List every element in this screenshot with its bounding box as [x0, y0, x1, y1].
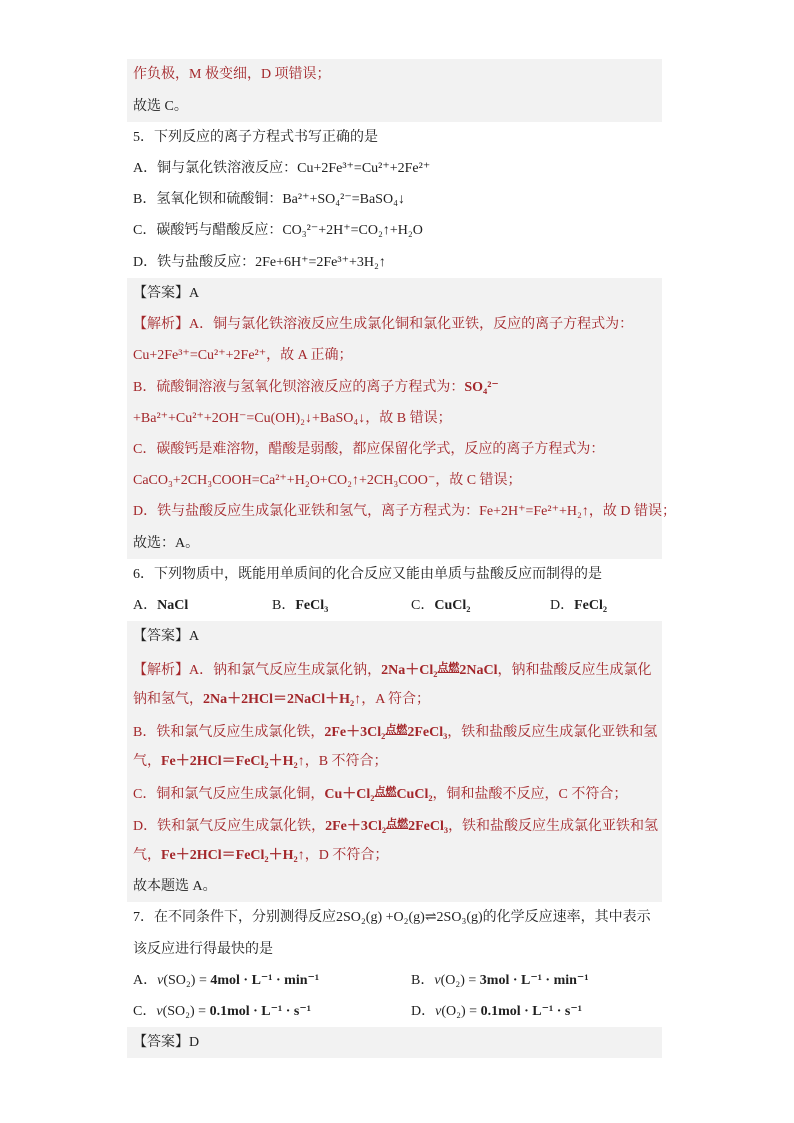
- reaction-products: 2NaCl: [459, 662, 498, 678]
- reaction-condition: 点燃: [437, 661, 460, 674]
- q6-option-a: [133, 590, 272, 621]
- option-formula: CuCl₂: [434, 598, 471, 614]
- q5-analysis-line: C．碳酸钙是难溶物，醋酸是弱酸，都应保留化学式，反应的离子方程式为：: [127, 434, 662, 465]
- option-label: B．: [411, 972, 435, 988]
- q5-answer: 【答案】A: [127, 278, 662, 309]
- q6-analysis-line: [127, 809, 662, 840]
- analysis-lead: 气，: [133, 847, 161, 863]
- analysis-tail: ，A 符合；: [361, 691, 431, 707]
- q7-option-b: [411, 965, 689, 996]
- reaction-products: 2FeCl₃: [407, 724, 448, 740]
- q5-analysis-line: D．铁与盐酸反应生成氯化亚铁和氢气，离子方程式为：Fe+2H⁺=Fe²⁺+H₂↑，故 D 错误；: [127, 496, 662, 527]
- reaction-reactants: 2Fe＋3Cl₂: [324, 724, 386, 740]
- q5-analysis-line: Cu+2Fe³⁺=Cu²⁺+2Fe²⁺，故 A 正确；: [127, 340, 662, 371]
- analysis-tail: ，铜和盐酸不反应，C 不符合；: [432, 787, 628, 803]
- q6-analysis-line: [127, 684, 662, 715]
- reaction-equation: Fe＋2HCl＝FeCl₂＋H₂↑: [161, 847, 305, 863]
- q7-stem-equation: 2SO₂(g) +O₂(g)⇌2SO₃(g): [336, 910, 483, 926]
- rate-subject: (SO₂) =: [162, 1003, 210, 1019]
- q6-option-d: [550, 590, 689, 621]
- option-formula: NaCl: [157, 598, 189, 614]
- rate-variable: v: [434, 972, 441, 988]
- q5-option-d: D．铁与盐酸反应：2Fe+6H⁺=2Fe³⁺+3H₂↑: [133, 254, 386, 270]
- q6-analysis-line: [127, 840, 662, 871]
- q7-options-row-1: [127, 965, 662, 996]
- q7-stem-line2: 该反应进行得最快的是: [133, 941, 273, 957]
- rate-variable: v: [435, 1003, 442, 1019]
- option-label: B．: [272, 598, 296, 614]
- q5-analysis-formula: SO₄²⁻: [464, 379, 499, 395]
- option-label: A．: [133, 972, 158, 988]
- q6-options: [127, 590, 662, 621]
- q5-analysis-line: CaCO₃+2CH₃COOH=Ca²⁺+H₂O+CO₂↑+2CH₃COO⁻，故 C 错误；: [127, 465, 662, 496]
- q5-analysis-line: [127, 372, 662, 403]
- q6-answer: 【答案】A: [127, 621, 662, 652]
- rate-variable: v: [157, 972, 164, 988]
- rate-value: 0.1mol · L⁻¹ · s⁻¹: [480, 1003, 582, 1019]
- q6-option-c: [411, 590, 550, 621]
- q7-options-row-2: [127, 996, 662, 1027]
- reaction-condition: 点燃: [385, 723, 408, 736]
- option-label: D．: [550, 598, 575, 614]
- q6-analysis-line: [127, 777, 662, 808]
- reaction-condition: 点燃: [386, 817, 409, 830]
- q6-analysis-line: [127, 746, 662, 777]
- reaction-equation: 2Na＋2HCl＝2NaCl＋H₂↑: [203, 691, 362, 707]
- option-label: C．: [133, 1003, 157, 1019]
- analysis-lead: 钠和氢气，: [133, 691, 203, 707]
- q5-analysis-line: +Ba²⁺+Cu²⁺+2OH⁻=Cu(OH)₂↓+BaSO₄↓，故 B 错误；: [127, 403, 662, 434]
- analysis-tail: ，B 不符合；: [304, 754, 388, 770]
- q7-stem: [127, 902, 662, 933]
- q5-stem: 5．下列反应的离子方程式书写正确的是: [133, 129, 378, 145]
- reaction-products: CuCl₂: [396, 787, 433, 803]
- rate-variable: v: [156, 1003, 163, 1019]
- q5-option-c: C．碳酸钙与醋酸反应：CO₃²⁻+2H⁺=CO₂↑+H₂O: [133, 223, 423, 239]
- q6-analysis-line: [127, 715, 662, 746]
- rate-subject: (SO₂) =: [163, 972, 211, 988]
- analysis-lead: 【解析】A．钠和氯气反应生成氯化钠，: [133, 662, 382, 678]
- reaction-reactants: 2Fe＋3Cl₂: [325, 818, 387, 834]
- q6-conclusion: 故本题选 A。: [127, 871, 662, 902]
- analysis-tail: ，D 不符合；: [304, 847, 389, 863]
- option-label: A．: [133, 598, 158, 614]
- q7-option-c: [133, 996, 411, 1027]
- rate-value: 4mol · L⁻¹ · min⁻¹: [210, 972, 320, 988]
- q5-option-a: A．铜与氯化铁溶液反应：Cu+2Fe³⁺=Cu²⁺+2Fe²⁺: [133, 161, 431, 177]
- reaction-reactants: 2Na＋Cl₂: [381, 662, 438, 678]
- rate-subject: (O₂) =: [441, 1003, 481, 1019]
- reaction-equation: Fe＋2HCl＝FeCl₂＋H₂↑: [161, 754, 305, 770]
- option-formula: FeCl₃: [295, 598, 329, 614]
- prev-analysis-line: 作负极，M 极变细，D 项错误；: [127, 59, 662, 90]
- analysis-lead: 气，: [133, 754, 161, 770]
- q5-analysis-line: 【解析】A．铜与氯化铁溶液反应生成氯化铜和氯化亚铁，反应的离子方程式为：: [127, 309, 662, 340]
- q7-answer: 【答案】D: [127, 1027, 662, 1058]
- analysis-tail: ，铁和盐酸反应生成氯化亚铁和氢: [448, 818, 659, 834]
- q7-stem-lead: 7．在不同条件下，分别测得反应: [133, 910, 336, 926]
- q5-option-b: B．氢氧化钡和硫酸铜：Ba²⁺+SO₄²⁻=BaSO₄↓: [133, 192, 405, 208]
- rate-value: 3mol · L⁻¹ · min⁻¹: [479, 972, 589, 988]
- q7-option-d: [411, 996, 689, 1027]
- analysis-tail: ，铁和盐酸反应生成氯化亚铁和氢: [447, 724, 658, 740]
- prev-conclusion: 故选 C。: [127, 91, 662, 122]
- reaction-reactants: Cu＋Cl₂: [324, 787, 375, 803]
- analysis-lead: C．铜和氯气反应生成氯化铜，: [133, 787, 325, 803]
- rate-subject: (O₂) =: [440, 972, 480, 988]
- document-body: [127, 59, 676, 1058]
- reaction-condition: 点燃: [374, 786, 397, 799]
- option-label: C．: [411, 598, 435, 614]
- q5-analysis-text: B．硫酸铜溶液与氢氧化钡溶液反应的离子方程式为：: [133, 379, 465, 395]
- q7-option-a: [133, 965, 411, 996]
- rate-value: 0.1mol · L⁻¹ · s⁻¹: [209, 1003, 311, 1019]
- analysis-lead: B．铁和氯气反应生成氯化铁，: [133, 724, 325, 740]
- q7-stem-tail: 的化学反应速率，其中表示: [482, 910, 651, 926]
- option-label: D．: [411, 1003, 436, 1019]
- q6-stem: 6．下列物质中，既能用单质间的化合反应又能由单质与盐酸反应而制得的是: [133, 566, 602, 582]
- q5-conclusion: 故选：A。: [127, 528, 662, 559]
- analysis-lead: D．铁和氯气反应生成氯化铁，: [133, 818, 326, 834]
- q6-analysis-line: [127, 653, 662, 684]
- q6-option-b: [272, 590, 411, 621]
- option-formula: FeCl₂: [574, 598, 608, 614]
- reaction-products: 2FeCl₃: [408, 818, 449, 834]
- analysis-tail: ，钠和盐酸反应生成氯化: [497, 662, 652, 678]
